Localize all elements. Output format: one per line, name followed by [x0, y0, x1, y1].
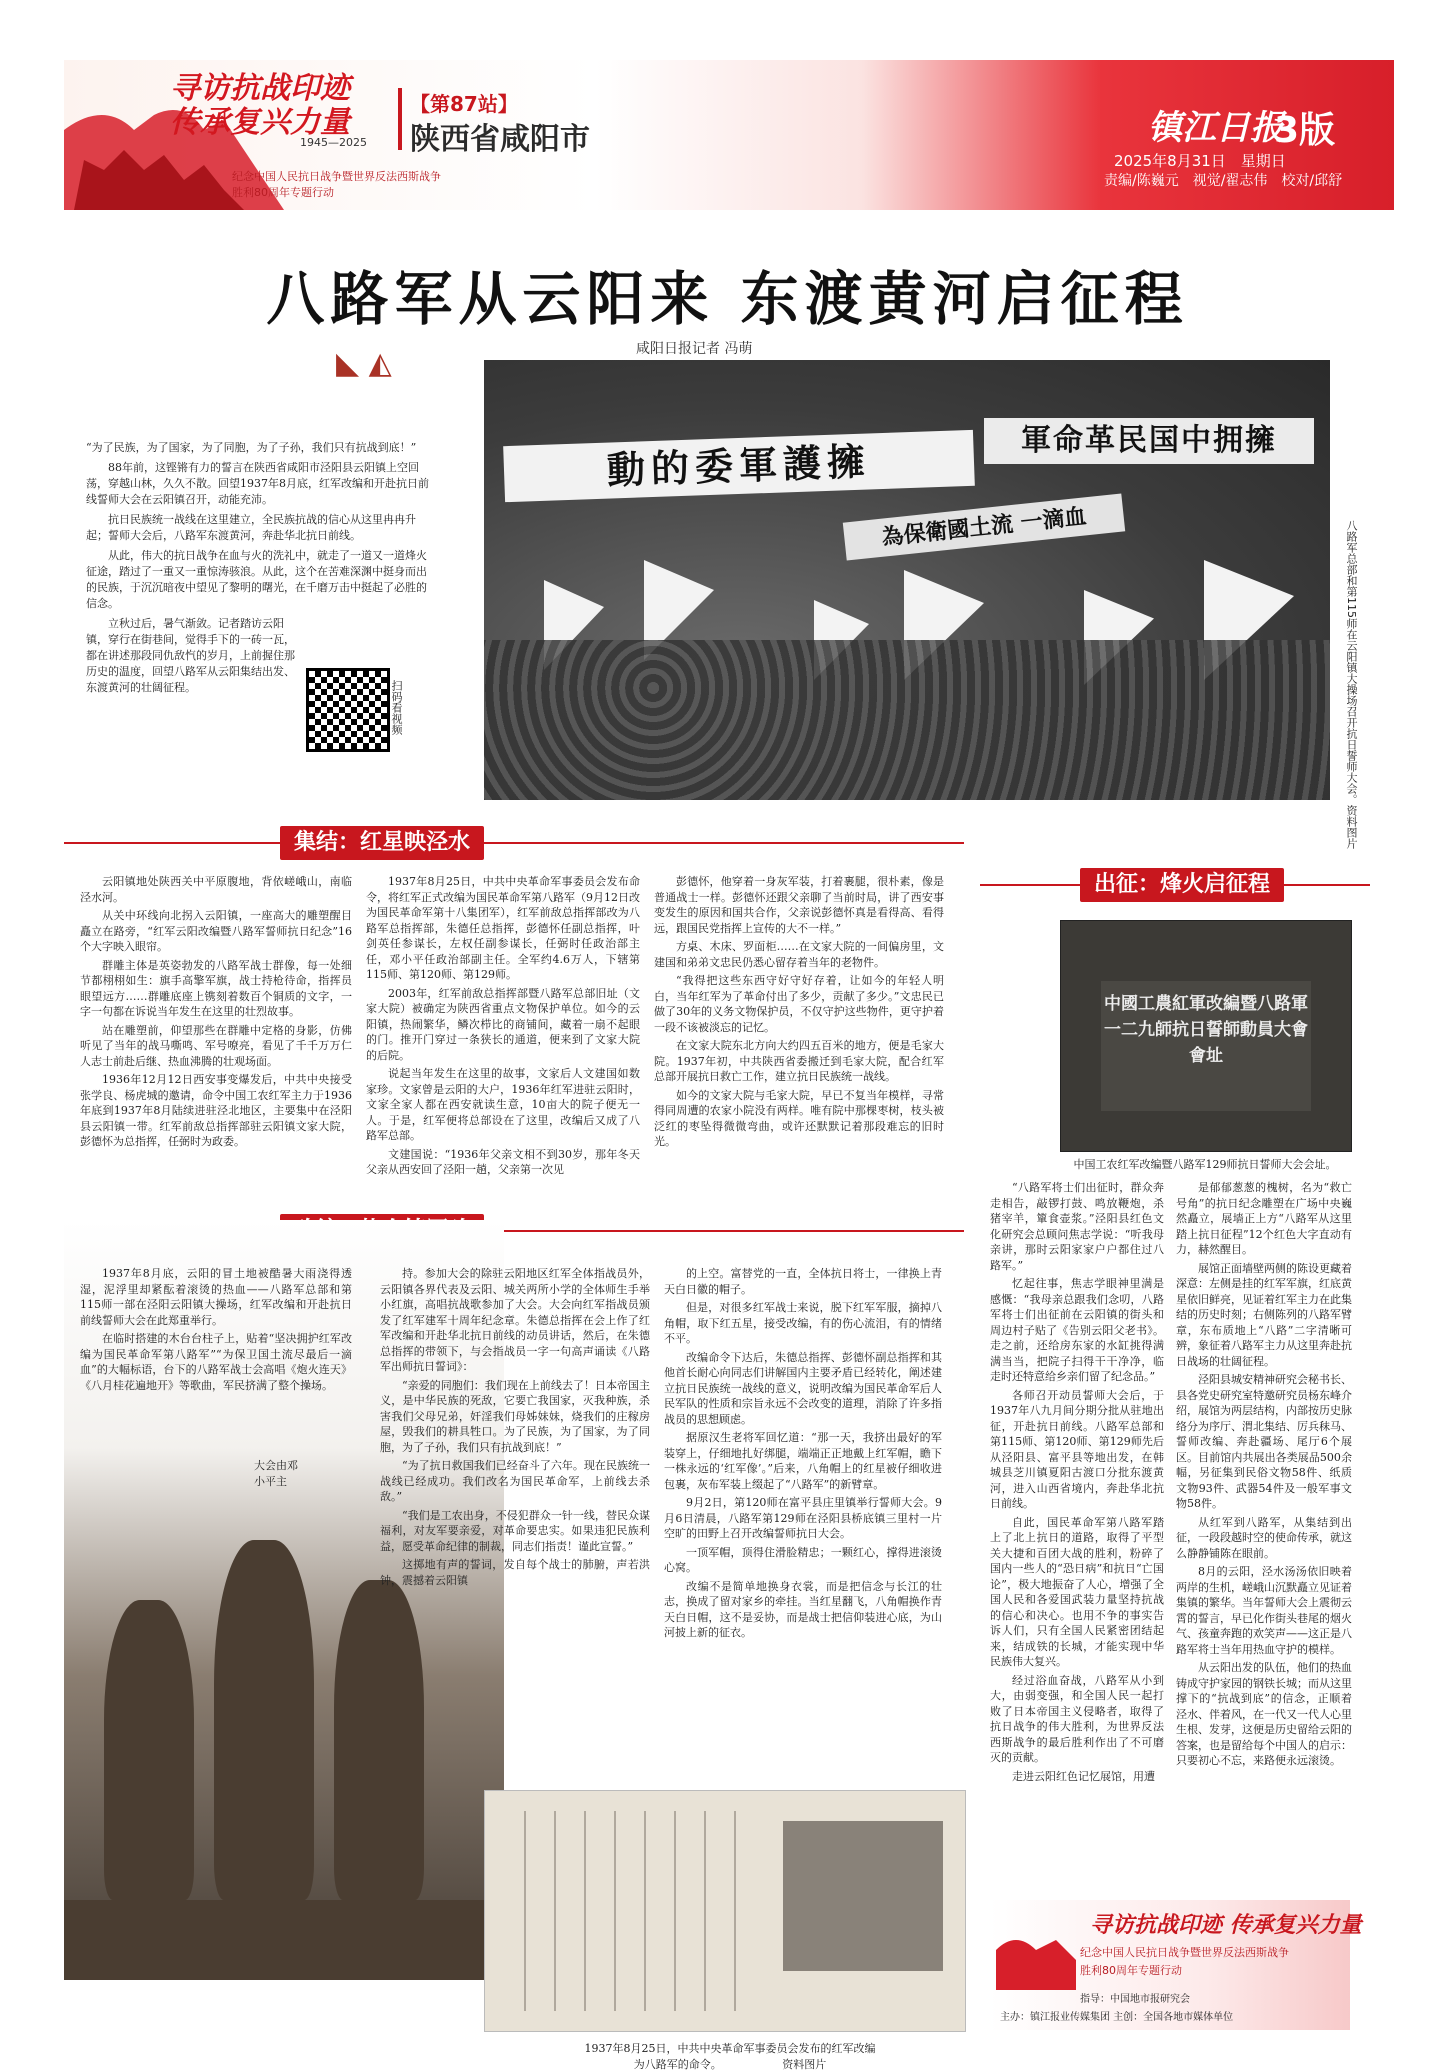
paragraph: 据原汉生老将军回忆道：“那一天，我挤出最好的军装穿上，仔细地扎好绑腿，端端正正地戴上红军帽，瞻下一株永远的‘红军像’。”后来，八角帽上的红星被仔细收进包裹，灰布军装上缀起了“八路军”的新臂章。 — [664, 1431, 942, 1491]
paragraph: 改编不是简单地换身衣裳，而是把信念与长江的壮志，换成了留对家乡的牵挂。当红星翻飞，八角帽换作青天白日帽，这不是妥协，而是战士把信仰装进心底，为山河披上新的征衣。 — [664, 1579, 942, 1639]
order-document-photo — [484, 1790, 966, 2032]
paragraph: 自此，国民革命军第八路军踏上了北上抗日的道路，取得了平型关大捷和百团大战的胜利，粉碎了国内一些人的“恐日病”和抗日“亡国论”，极大地振奋了人心，增强了全国人民和各爱国武装力量坚持抗战的信心和决心。也用不争的事实告诉人们，只有全国人民紧密团结起来，结成铁的长城，才能实现中华民族伟大复兴。 — [990, 1515, 1164, 1668]
paragraph: 从红军到八路军，从集结到出征，一段段越时空的使命传承，就这么静静铺陈在眼前。 — [1176, 1515, 1352, 1560]
badge-subtitle: 胜利80周年专题行动 — [1080, 1964, 1182, 1977]
paragraph: 但是，对很多红军战士来说，脱下红军军服，摘掉八角帽，取下红五星，接受改编，有的伤心流泪，有的情绪不平。 — [664, 1301, 942, 1345]
paragraph: “我得把这些东西守好守好存着，让如今的年轻人明白，当年红军为了革命付出了多少，贡献了多少。”文忠民已做了30年的义务文物保护员，不仅守护这些物件，更守护着一段不该被淡忘的记忆。 — [654, 974, 944, 1034]
reorg-column-3 — [664, 1266, 942, 1774]
paragraph: 是郁郁葱葱的槐树，名为“救亡号角”的抗日纪念雕塑在广场中央巍然矗立，展墙正上方“八路军从这里踏上抗日征程”12个红色大字直动有力，赫然醒目。 — [1176, 1181, 1352, 1256]
paragraph: 改编命令下达后，朱德总指挥、彭德怀副总指挥和其他首长耐心向同志们讲解国内主要矛盾已经转化，阐述建立抗日民族统一战线的意义，说明改编为国民革命军后人民军队的性质和宗旨永远不会改变的道理，消除了许多指战员的思想顾虑。 — [664, 1350, 942, 1426]
caption-line: 1937年8月25日，中共中央革命军事委员会发布的红军改编 — [584, 2042, 876, 2055]
city-name: 陕西省咸阳市 — [410, 122, 590, 157]
intro-paragraph: 立秋过后，暑气渐敛。记者踏访云阳镇，穿行在街巷间，觉得手下的一砖一瓦，都在讲述那段同仇敌忾的岁月，上前握住那历史的温度，回望八路军从云阳集结出发、东渡黄河的壮阔征程。 — [86, 617, 295, 694]
soldier-figure — [214, 1540, 314, 1900]
great-wall-icon — [996, 1910, 1076, 1990]
origami-decoration: ◣ ◭ — [336, 346, 392, 381]
poem-line: 大会由邓 — [254, 1459, 298, 1472]
paragraph: 1937年8月25日，中共中央革命军事委员会发布命令，将红军正式改编为国民革命军第八路军（9月12日改为国民革命军第十八集团军），红军前敌总指挥部改为八路军总指挥部，朱德任总指挥，彭德怀任副总指挥，叶剑英任参谋长，左权任副参谋长，任弼时任政治部主任，邓小平任政治部副主任。全军约4.6万人，下辖第115师、第120师、第129师。 — [366, 875, 640, 981]
crowd-texture — [484, 640, 1330, 800]
paragraph: 一顶军帽，顶得住滑脸精忠；一颗红心，撑得进滚烫心窝。 — [664, 1545, 942, 1574]
paragraph: 走进云阳红色记忆展馆，用遭 — [1012, 1769, 1155, 1783]
sculpture-base — [64, 1900, 504, 1980]
paragraph: 2003年，红军前敌总指挥部暨八路军总部旧址（文家大院）被确定为陕西省重点文物保护单位。如今的云阳镇，热闹繁华，鳞次栉比的商铺间，藏着一扇不起眼的门。推开门穿过一条狭长的通道，便来到了文家大院的后院。 — [366, 986, 640, 1062]
paragraph: 持。参加大会的除驻云阳地区红军全体指战员外，云阳镇各界代表及云阳、城关两所小学的全体师生手举小红旗，高唱抗战歌参加了大会。大会向红军指战员颁发了红军建军十周年纪念章。朱德总指挥在会上作了红军改编和开赴华北抗日前线的动员讲话，然后，在朱德总指挥的带领下，与会指战员一字一句高声诵读《八路军出师抗日誓词》： — [380, 1267, 650, 1373]
intro-quote: “为了民族，为了国家，为了同胞，为了子孙，我们只有抗战到底！” — [86, 441, 417, 454]
paragraph: 这掷地有声的誓词，发自每个战士的肺腑，声若洪钟，震撼着云阳镇 — [380, 1558, 650, 1587]
reorg-column-2 — [380, 1266, 650, 1774]
photo-banner: 為保衛國土流 一滴血 — [843, 493, 1125, 560]
paragraph: “八路军将士们出征时，群众奔走相告，敲锣打鼓、鸣放鞭炮，杀猪宰羊，簞食壶浆。”泾阳县红色文化研究会总顾问焦志学说：“听我母亲讲，那时云阳家家户户都住过八路军。” — [990, 1181, 1164, 1272]
newspaper-logo: 镇江日报 — [1148, 108, 1284, 148]
paragraph: 群雕主体是英姿勃发的八路军战士群像，每一处细节都栩栩如生：旗手高擎军旗，战士持枪待命，指挥员眼望远方……群雕底座上镌刻着数百个铜质的文字，一字一句都在诉说当年发生在这里的壮烈故事。 — [80, 958, 352, 1018]
paragraph: 方桌、木床、罗面柜……在文家大院的一间偏房里，文建国和弟弟文忠民仍悉心留存着当年的老物件。 — [654, 940, 944, 969]
gather-column-2 — [366, 874, 640, 1214]
paragraph: 在临时搭建的木台台柱子上，贴着“坚决拥护红军改编为国民革命军第八路军”“为保卫国土流尽最后一滴血”的大幅标语，台下的八路军战士会高唱《炮火连天》《八月桂花遍地开》等歌曲，军民挤满了整个操场。 — [80, 1332, 352, 1392]
photo-caption: 八路军总部和第115师在云阳镇大操场召开抗日誓师大会。资料图片 — [1345, 520, 1358, 849]
qr-code[interactable] — [306, 668, 390, 752]
plaque-line: 會址 — [1189, 1046, 1223, 1066]
campaign-tagline-2: 胜利80周年专题行动 — [232, 186, 334, 199]
paragraph: 的上空。富替党的一直，全体抗日将士，一律换上青天白日徽的帽子。 — [664, 1267, 942, 1296]
qr-label: 扫码看视频 — [390, 680, 403, 735]
paragraph: 忆起往事，焦志学眼神里满是感慨：“我母亲总跟我们念叨，八路军将士们出征前在云阳镇的街头和周边村子贴了《告别云阳父老书》。走之前，还给房东家的水缸挑得满满当当，把院子扫得干干净净，临走时还特意给乡亲们留了纪念品。” — [990, 1277, 1164, 1383]
station-divider — [398, 88, 402, 150]
monument-photo — [1060, 920, 1352, 1152]
depart-column-1 — [990, 1180, 1164, 1910]
paragraph: 文建国说：“1936年父亲文相不到30岁，那年冬天父亲从西安回了泾阳一趟，父亲第一次见 — [366, 1147, 640, 1176]
intro-paragraph: 从此，伟大的抗日战争在血与火的洗礼中，就走了一道又一道烽火征途，踏过了一重又一重惊涛骇浪。从此，这个在苦难深渊中挺身而出的民族，于沉沉暗夜中望见了黎明的曙光，在千磨万击中挺起了必胜的信念。 — [86, 549, 427, 610]
badge-hosts: 主办：镇江报业传媒集团 主创：全国各地市媒体单位 — [1000, 2012, 1234, 2023]
handwritten-document — [485, 1791, 775, 2031]
memorial-plaque — [1101, 981, 1311, 1111]
newspaper-clipping — [783, 1821, 943, 1971]
badge-guide: 指导：中国地市报研究会 — [1080, 1994, 1190, 2005]
paragraph: 各师召开动员誓师大会后，于1937年八九月间分期分批从驻地出征，开赴抗日前线。八路军总部和第115师、第120师、第129师先后从泾阳县、富平县等地出发，在韩城县芝川镇夏阳古渡口分批东渡黄河，进入山西省境内，奔赴华北抗日前线。 — [990, 1388, 1164, 1510]
rally-photo — [484, 360, 1330, 800]
reorg-poem — [254, 1458, 352, 1518]
plaque-line: 中國工農紅軍改編暨八路軍 — [1104, 994, 1308, 1014]
paragraph: 展馆正面墙壁两侧的陈设更藏着深意：左侧是挂的红军军旗，红底黄星依旧鲜亮，见证着红军主力在此集结的历史时刻；右侧陈列的八路军臂章，东布质地上“八路”二字清晰可辨，象征着八路军主力从这里奔赴抗日战场的壮阔征程。 — [1176, 1261, 1352, 1368]
paragraph: 1937年8月底，云阳的冒土地被酷暑大雨浇得透湿，泥浮里却紧酝着滚烫的热血——八路军总部和第115师一部在泾阳云阳镇大操场，红军改编和开赴抗日前线誓师大会在此郑重举行。 — [80, 1267, 352, 1327]
paragraph: 说起当年发生在这里的故事，文家后人文建国如数家珍。文家曾是云阳的大户，1936年红军进驻云阳时，文家全家人都在西安就读生意，10亩大的院子便无一人。于是，红军便将总部设在了这里，改编后又成了八路军总部。 — [366, 1067, 640, 1142]
section-header-gather: 集结：红星映泾水 — [280, 826, 484, 860]
campaign-slogan — [170, 72, 350, 140]
paragraph: 经过浴血奋战，八路军从小到大，由弱变强，和全国人民一起打败了日本帝国主义侵略者，取得了抗日战争的伟大胜利，为世界反法西斯战争的最后胜利作出了不可磨灭的贡献。 — [990, 1673, 1164, 1764]
badge-title: 寻访抗战印迹 传承复兴力量 — [1090, 1912, 1362, 1938]
section-header-depart: 出征：烽火启征程 — [1080, 868, 1284, 902]
byline: 咸阳日报记者 冯萌 — [636, 341, 753, 357]
slogan-line-2: 传承复兴力量 — [170, 105, 350, 140]
editor-credits: 责编/陈巍元 视觉/翟志伟 校对/邱舒 — [1104, 173, 1343, 189]
issue-date: 2025年8月31日 星期日 — [1114, 152, 1286, 170]
paragraph: 在文家大院东北方向大约四五百米的地方，便是毛家大院。1937年初，中共陕西省委搬迁到毛家大院，配合红军总部开展抗日救亡工作，建立抗日民族统一战线。 — [654, 1039, 944, 1083]
paragraph: 从关中环线向北拐入云阳镇，一座高大的雕塑醒目矗立在路旁，“红军云阳改编暨八路军誓师抗日纪念”16个大字映入眼帘。 — [80, 909, 352, 953]
reorg-column-1 — [80, 1266, 352, 1456]
paragraph: 9月2日，第120师在富平县庄里镇举行誓师大会。9月6日清晨，八路军第129师在泾阳县桥底镇三里村一片空旷的田野上召开改编誓师抗日大会。 — [664, 1496, 942, 1540]
paragraph: 1936年12月12日西安事变爆发后，中共中央接受张学良、杨虎城的邀请，命令中国工农红军主力于1936年底到1937年8月陆续进驻泾北地区，主要集中在泾阳县云阳镇一带。红军前敌总指挥部驻云阳镇文家大院，彭德怀为总指挥，任弼时为政委。 — [80, 1073, 352, 1148]
depart-column-2 — [1176, 1180, 1352, 1895]
photo-banner: 軍命革民国中拥擁 — [984, 418, 1314, 464]
paragraph: 如今的文家大院与毛家大院，早已不复当年模样，寻常得同周遭的农家小院没有两样。唯有院中那棵枣树，枝头被泛红的枣坠得微微弯曲，或许还默默记着那段难忘的旧时光。 — [654, 1088, 944, 1148]
page-number: 3版 — [1274, 110, 1336, 151]
plaque-line: 一二九師抗日誓師動員大會 — [1104, 1020, 1308, 1040]
paragraph: 云阳镇地处陕西关中平原腹地，背依嵯峨山，南临泾水河。 — [80, 875, 352, 904]
slogan-line-1: 寻访抗战印迹 — [170, 71, 350, 106]
gather-column-3 — [654, 874, 944, 1214]
paragraph: 8月的云阳，泾水汤汤依旧映着两岸的生机，嵯峨山沉默矗立见证着集镇的繁华。当年誓师大会上震彻云霄的誓言，早已化作街头巷尾的烟火气、孩童奔跑的欢笑声——这正是八路军将士当年用热血守护的模样。 — [1176, 1565, 1352, 1656]
soldier-figure — [104, 1600, 194, 1900]
paragraph: 站在雕塑前，仰望那些在群雕中定格的身影，仿佛听见了当年的战马嘶鸣、军号嘹亮，看见了千千万万仁人志士前赴后继、热血沸腾的壮观场面。 — [80, 1023, 352, 1068]
badge-subtitle: 纪念中国人民抗日战争暨世界反法西斯战争 — [1080, 1946, 1289, 1959]
caption-line: 为八路军的命令。 资料图片 — [633, 2058, 827, 2071]
section-rule — [64, 842, 964, 844]
station-number: 【第87站】 — [410, 92, 518, 116]
monument-caption: 中国工农红军改编暨八路军129师抗日誓师大会会址。 — [1073, 1158, 1337, 1171]
campaign-years: 1945—2025 — [300, 136, 367, 149]
headline: 八路军从云阳来 东渡黄河启征程 — [266, 265, 1189, 333]
intro-paragraph: 抗日民族统一战线在这里建立，全民族抗战的信心从这里冉冉升起；誓师大会后，八路军东渡黄河，奔赴华北抗日前线。 — [86, 513, 416, 542]
photo-banner: 動的委軍護擁 — [503, 430, 975, 502]
document-caption — [530, 2040, 930, 2072]
gather-column-1 — [80, 874, 352, 1214]
paragraph: “我们是工农出身，不侵犯群众一针一线，替民众谋福利，对友军要亲爱，对革命要忠实。如果违犯民族利益，愿受革命纪律的制裁，同志们指责！谨此宣誓。” — [380, 1508, 650, 1553]
campaign-tagline-1: 纪念中国人民抗日战争暨世界反法西斯战争 — [232, 170, 441, 183]
paragraph: 彭德怀，他穿着一身灰军装，打着裹腿，很朴素，像是普通战士一样。彭德怀还跟父亲聊了当前时局，讲了西安事变发生的原因和国共合作，父亲说彭德怀真是看得高、看得远，跟国民党指挥上宣传的大不一样。” — [654, 875, 944, 935]
poem-line: 小平主 — [254, 1474, 287, 1488]
paragraph: 从云阳出发的队伍，他们的热血铸成守护家园的钢铁长城；而从这里撑下的“抗战到底”的信念，正顺着泾水、伴着风，在一代又一代人心里生根、发芽，这便是历史留给云阳的答案，也是留给每个中国人的启示：只要初心不忘，来路便永远滚烫。 — [1176, 1661, 1352, 1767]
paragraph: “亲爱的同胞们：我们现在上前线去了！日本帝国主义，是中华民族的死敌，它要亡我国家，灭我种族，杀害我们父母兄弟，奸淫我们母姊妹妹，烧我们的庄稼房屋，毁我们的耕具牲口。为了民族，为了国家，为了同胞，为了子孙，我们只有抗战到底！” — [380, 1378, 650, 1454]
paragraph: 泾阳县城安精神研究会秘书长、县各党史研究室特邀研究员杨东峰介绍，展馆为两层结构，内部按历史脉络分为序厅、渭北集结、厉兵秣马、誓师改编、奔赴疆场、尾厅6个展区。目前馆内共展出各类展品500余幅，另征集到民俗文物58件、纸质文物93件、武器54件及一般军事文物58件。 — [1176, 1373, 1352, 1510]
intro-paragraph: 88年前，这铿锵有力的誓言在陕西省咸阳市泾阳县云阳镇上空回荡，穿越山林，久久不散。回望1937年8月底，红军改编和开赴抗日前线誓师大会在云阳镇召开，动能充沛。 — [86, 461, 429, 506]
paragraph: “为了抗日救国我们已经奋斗了六年。现在民族统一战线已经成功。我们改名为国民革命军，上前线去杀敌。” — [380, 1459, 650, 1503]
